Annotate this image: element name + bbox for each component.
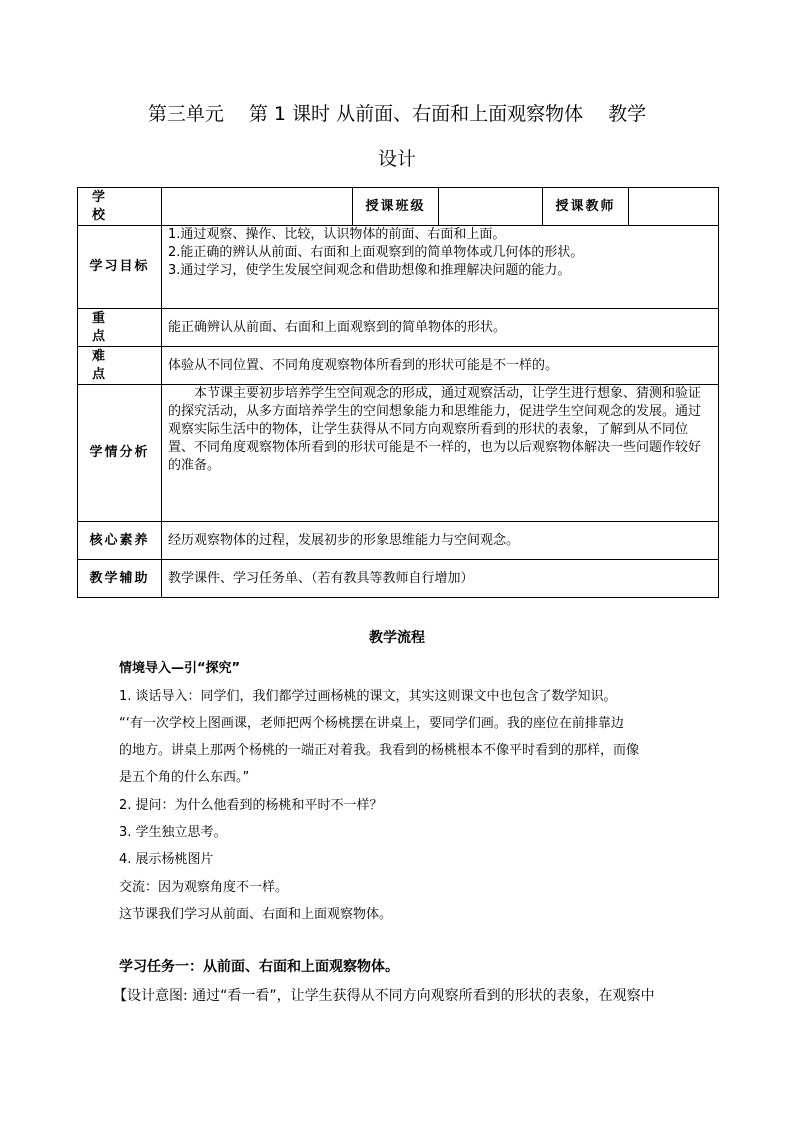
aids-label: 教学辅助 xyxy=(78,560,162,598)
document-title-line1: 第三单元 第 1 课时 从前面、右面和上面观察物体 教学 xyxy=(147,103,647,125)
row-analysis xyxy=(78,385,719,522)
literacy-label: 核心素养 xyxy=(78,522,162,560)
lesson-info-table xyxy=(77,187,719,598)
class-value xyxy=(439,188,543,226)
key-point-label: 重 点 xyxy=(78,309,162,347)
exchange-line: 交流：因为观察角度不一样。 xyxy=(119,880,289,895)
flow-item-4: 4. 展示杨桃图片 xyxy=(119,852,214,867)
aids-value: 教学课件、学习任务单、（若有教具等教师自行增加） xyxy=(162,560,719,598)
analysis-label: 学情分析 xyxy=(78,385,162,522)
intro-heading: 情境导入—引“探究” xyxy=(119,661,241,676)
row-school xyxy=(78,188,719,226)
flow-item-1: 1. 谈话导入：同学们，我们都学过画杨桃的课文，其实这则课文中也包含了数学知识。 xyxy=(119,689,617,704)
literacy-value: 经历观察物体的过程，发展初步的形象思维能力与空间观念。 xyxy=(162,522,719,560)
school-label: 学 校 xyxy=(78,188,162,226)
row-aids xyxy=(78,560,719,598)
difficult-point-label: 难 点 xyxy=(78,347,162,385)
key-point-value: 能正确辨认从前面、右面和上面观察到的简单物体的形状。 xyxy=(162,309,719,347)
objectives-cell xyxy=(162,226,719,309)
objectives-label: 学习目标 xyxy=(78,226,162,309)
analysis-value: 本节课主要初步培养学生空间观念的形成，通过观察活动，让学生进行想象、猜测和验证的探究活动，从多方面培养学生的空间想象能力和思维能力，促进学生空间观念的发展。通过观察实际生活中的物体，让学生获得从不同方向观察所看到的形状的表象，了解到从不同位置、不同角度观察物体所看到的形状可能是不一样的，也为以后观察物体解决一些问题作较好的准备。 xyxy=(162,385,719,522)
objective-2: 2.能正确的辨认从前面、右面和上面观察到的简单物体或几何体的形状。 xyxy=(168,245,584,260)
difficult-point-value: 体验从不同位置、不同角度观察物体所看到的形状可能是不一样的。 xyxy=(162,347,719,385)
objective-3: 3.通过学习，使学生发展空间观念和借助想像和推理解决问题的能力。 xyxy=(168,263,571,278)
flow-item-2: 2. 提问：为什么他看到的杨桃和平时不一样？ xyxy=(119,798,383,813)
row-key-point xyxy=(78,309,719,347)
task1-heading: 学习任务一：从前面、右面和上面观察物体。 xyxy=(119,959,399,975)
row-literacy xyxy=(78,522,719,560)
document-title-line2: 设计 xyxy=(377,148,416,170)
design-intent-line: 【设计意图: 通过“看一看”，让学生获得从不同方向观察所看到的形状的表象，在观察中 xyxy=(113,988,655,1004)
teacher-label: 授课教师 xyxy=(543,188,629,226)
quote-line-2: 的地方。讲桌上那两个杨桃的一端正对着我。我看到的杨桃根本不像平时看到的那样，而像 xyxy=(119,743,640,758)
class-label: 授课班级 xyxy=(353,188,439,226)
quote-line-1: “‘有一次学校上图画课，老师把两个杨桃摆在讲桌上，要同学们画。我的座位在前排靠边 xyxy=(119,716,624,731)
row-objectives xyxy=(78,226,719,309)
row-difficult-point xyxy=(78,347,719,385)
quote-line-3: 是五个角的什么东西。” xyxy=(119,770,250,785)
flow-item-3: 3. 学生独立思考。 xyxy=(119,825,227,840)
teacher-value xyxy=(629,188,719,226)
this-lesson-line: 这节课我们学习从前面、右面和上面观察物体。 xyxy=(119,907,393,922)
teaching-flow-heading: 教学流程 xyxy=(369,630,425,646)
objective-1: 1.通过观察、操作、比较，认识物体的前面、右面和上面。 xyxy=(168,227,506,242)
school-value xyxy=(162,188,353,226)
